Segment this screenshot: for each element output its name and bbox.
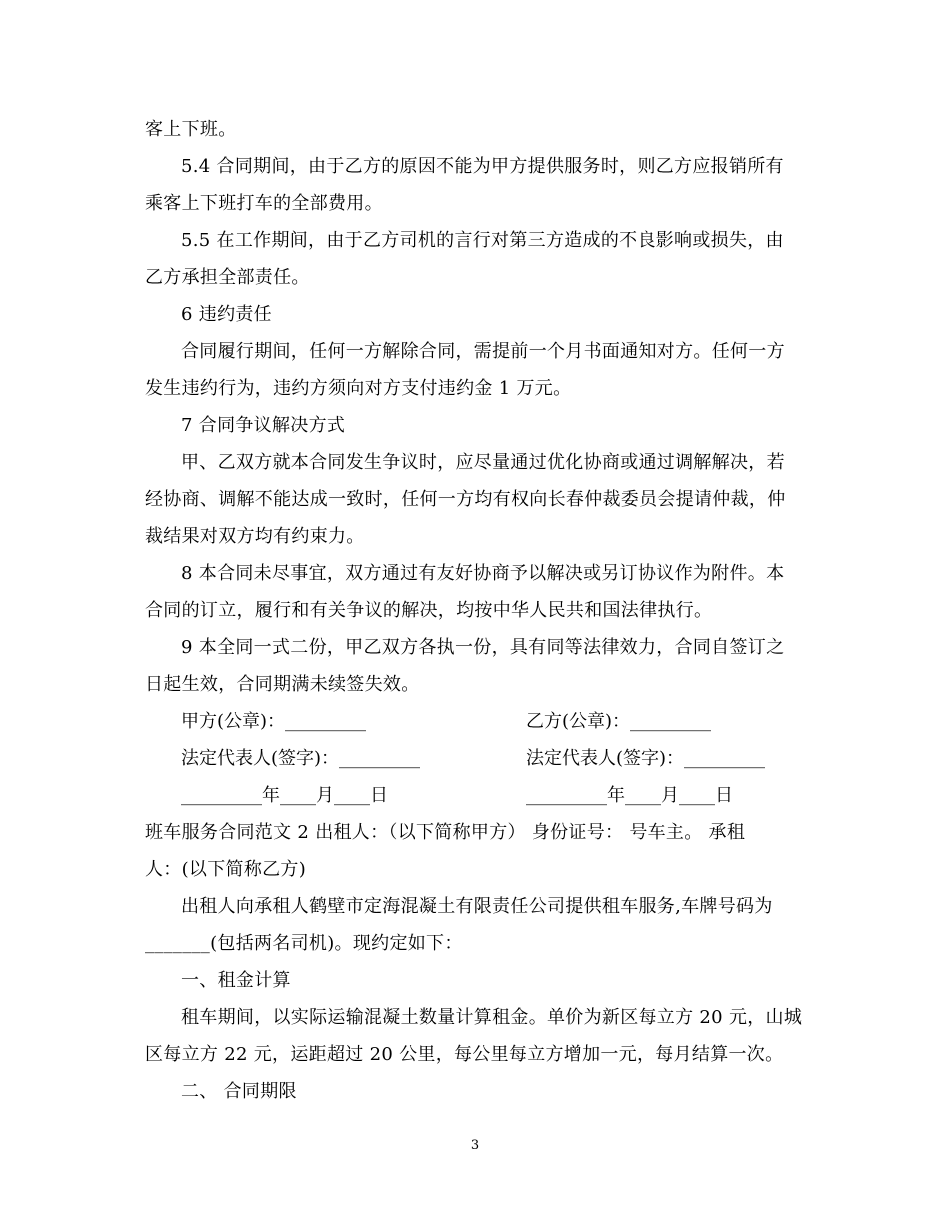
clause-9: 9 本全同一式二份，甲乙双方各执一份，具有同等法律效力，合同自签订之 (181, 637, 785, 658)
text-line: 合同的订立，履行和有关争议的解决，均按中华人民共和国法律执行。 (145, 600, 713, 621)
text-line: 出租人向承租人鹤壁市定海混凝土有限责任公司提供租车服务,车牌号码为 (181, 896, 773, 917)
section-heading-term: 二、 合同期限 (181, 1081, 297, 1102)
text-line: 日起生效，合同期满未续签失效。 (145, 674, 420, 695)
party-a-seal: 甲方(公章)：_________ (181, 711, 367, 732)
section-heading-rent: 一、租金计算 (181, 970, 291, 991)
party-a-representative: 法定代表人(签字)：_________ (181, 748, 421, 769)
text-line: 甲、乙双方就本合同发生争议时，应尽量通过优化协商或通过调解解决，若 (181, 452, 785, 473)
text-line: 发生违约行为，违约方须向对方支付违约金 1 万元。 (145, 378, 572, 399)
text-line: 经协商、调解不能达成一致时，任何一方均有权向长春仲裁委员会提请仲裁，仲 (145, 489, 786, 510)
contract-title-2: 班车服务合同范文 2 出租人：（以下简称甲方） 身份证号： 号车主。 承租 (145, 822, 746, 843)
party-b-representative: 法定代表人(签字)：_________ (526, 748, 766, 769)
section-heading-6: 6 违约责任 (181, 304, 272, 325)
text-line: 合同履行期间，任何一方解除合同，需提前一个月书面通知对方。任何一方 (181, 341, 785, 362)
page-number: 3 (470, 1138, 480, 1153)
section-heading-7: 7 合同争议解决方式 (181, 415, 346, 436)
party-b-date: _________年____月____日 (526, 785, 733, 806)
text-line: _______(包括两名司机)。现约定如下： (145, 933, 463, 954)
text-line: 乘客上下班打车的全部费用。 (145, 193, 383, 214)
party-b-seal: 乙方(公章)：_________ (526, 711, 712, 732)
text-line: 人：(以下简称乙方) (145, 859, 307, 880)
text-line: 裁结果对双方均有约束力。 (145, 526, 365, 547)
text-line: 客上下班。 (145, 119, 237, 140)
party-a-date: _________年____月____日 (181, 785, 388, 806)
clause-5-4: 5.4 合同期间，由于乙方的原因不能为甲方提供服务时，则乙方应报销所有 (181, 156, 784, 177)
text-line: 租车期间，以实际运输混凝土数量计算租金。单价为新区每立方 20 元，山城 (181, 1007, 803, 1028)
text-line: 区每立方 22 元，运距超过 20 公里，每公里每立方增加一元，每月结算一次。 (145, 1044, 784, 1065)
text-line: 乙方承担全部责任。 (145, 267, 310, 288)
clause-5-5: 5.5 在工作期间，由于乙方司机的言行对第三方造成的不良影响或损失，由 (181, 230, 784, 251)
clause-8: 8 本合同未尽事宜，双方通过有友好协商予以解决或另订协议作为附件。本 (181, 563, 785, 584)
